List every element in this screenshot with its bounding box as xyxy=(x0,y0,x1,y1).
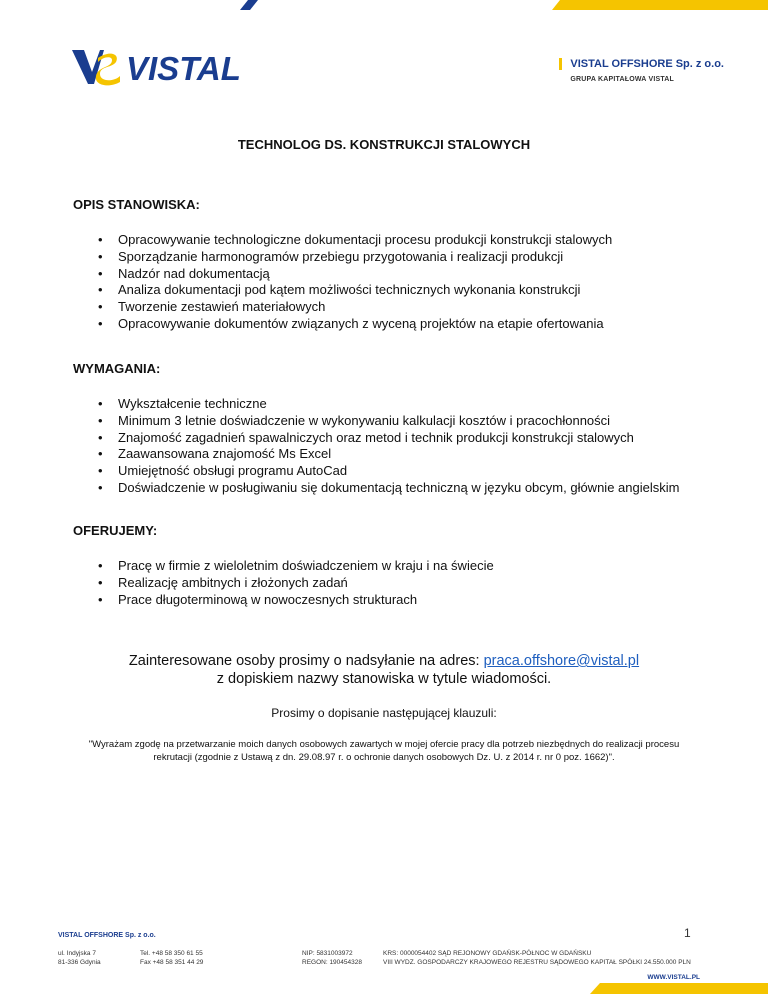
list-item xyxy=(73,592,713,609)
list-item xyxy=(73,282,713,299)
bullet-icon: • xyxy=(98,299,103,315)
court-line: VIII WYDZ. GOSPODARCZY KRAJOWEGO REJESTRU SĄDOWEGO KAPITAŁ SPÓŁKI 24.550.000 PLN xyxy=(383,959,691,966)
list-item-text: Pracę w firmie z wieloletnim doświadczeniem w kraju i na świecie xyxy=(118,558,494,573)
list-item-text: Analiza dokumentacji pod kątem możliwości technicznych wykonania konstrukcji xyxy=(118,282,581,298)
list-item xyxy=(73,446,713,463)
footer-address xyxy=(58,949,101,967)
footer xyxy=(0,932,768,994)
fax-line: Fax +48 58 351 44 29 xyxy=(140,959,204,966)
section-offer xyxy=(73,523,713,608)
header-top-bar xyxy=(0,0,768,10)
footer-ids xyxy=(302,949,362,967)
contact-line-2: z dopiskiem nazwy stanowiska w tytule wiadomości. xyxy=(216,671,552,687)
group-name: GRUPA KAPITAŁOWA VISTAL xyxy=(570,76,675,83)
list-item-text: Tworzenie zestawień materiałowych xyxy=(118,299,326,315)
list-item-text: Nadzór nad dokumentacją xyxy=(118,265,270,281)
bullet-icon: • xyxy=(98,591,103,607)
list-item xyxy=(73,249,713,266)
list-item-text: Zaawansowana znajomość Ms Excel xyxy=(118,446,332,462)
list-item xyxy=(73,558,713,575)
bullet-icon: • xyxy=(98,446,103,462)
nip-line: NIP: 5831003972 xyxy=(302,950,353,957)
list-item xyxy=(73,575,713,592)
list-item xyxy=(73,266,713,283)
list-item xyxy=(73,480,713,497)
list-item-text: Opracowywanie technologiczne dokumentacji procesu produkcji konstrukcji stalowych xyxy=(118,232,613,247)
footer-phones xyxy=(140,949,203,967)
job-title: TECHNOLOG DS. KONSTRUKCJI STALOWYCH xyxy=(237,137,531,152)
bullet-list xyxy=(73,232,713,333)
phone-line: Tel. +48 58 350 61 55 xyxy=(140,950,203,957)
list-item-text: Opracowywanie dokumentów związanych z wyceną projektów na etapie ofertowania xyxy=(118,315,604,331)
page-number: 1 xyxy=(684,926,691,940)
section-job-description xyxy=(73,197,713,333)
section-heading: WYMAGANIA: xyxy=(73,361,161,376)
bullet-icon: • xyxy=(98,282,103,298)
section-heading: OPIS STANOWISKA: xyxy=(73,197,200,212)
address-line: ul. Indyjska 7 xyxy=(58,950,96,957)
bullet-icon: • xyxy=(98,248,103,264)
bullet-icon: • xyxy=(98,396,103,411)
bullet-icon: • xyxy=(98,479,103,495)
list-item-text: Prace długoterminową w nowoczesnych strukturach xyxy=(118,591,418,607)
bullet-icon: • xyxy=(98,558,103,573)
company-header xyxy=(559,58,724,83)
list-item-text: Wykształcenie techniczne xyxy=(118,396,267,411)
krs-line: KRS: 0000054402 SĄD REJONOWY GDAŃSK-PÓŁNOC W GDAŃSKU xyxy=(383,950,592,957)
footer-company: VISTAL OFFSHORE Sp. z o.o. xyxy=(58,932,156,939)
bullet-icon: • xyxy=(98,412,103,428)
list-item-text: Umiejętność obsługi programu AutoCad xyxy=(118,463,348,479)
section-heading: OFERUJEMY: xyxy=(73,523,158,538)
contact-info xyxy=(0,652,768,688)
bullet-icon: • xyxy=(98,463,103,479)
list-item xyxy=(73,316,713,333)
bullet-icon: • xyxy=(98,232,103,247)
footer-bottom-bar xyxy=(590,983,768,994)
list-item-text: Znajomość zagadnień spawalniczych oraz metod i technik produkcji konstrukcji stalowych xyxy=(118,429,634,445)
address-line: 81-336 Gdynia xyxy=(58,959,101,966)
list-item xyxy=(73,299,713,316)
list-item-text: Realizację ambitnych i złożonych zadań xyxy=(118,574,348,590)
list-item-text: Minimum 3 letnie doświadczenie w wykonywaniu kalkulacji kosztów i pracochłonności xyxy=(118,412,611,428)
list-item xyxy=(73,232,713,249)
bullet-icon: • xyxy=(98,574,103,590)
footer-registry xyxy=(383,949,691,967)
bullet-icon: • xyxy=(98,429,103,445)
contact-prefix: Zainteresowane osoby prosimy o nadsyłanie na adres: xyxy=(128,653,484,669)
list-item-text: Sporządzanie harmonogramów przebiegu przygotowania i realizacji produkcji xyxy=(118,248,564,264)
list-item xyxy=(73,413,713,430)
section-requirements xyxy=(73,361,713,497)
bullet-icon: • xyxy=(98,265,103,281)
email-link[interactable]: praca.offshore@vistal.pl xyxy=(483,653,640,669)
regon-line: REGON: 190454328 xyxy=(302,959,362,966)
consent-clause: "Wyrażam zgodę na przetwarzanie moich danych osobowych zawartych w mojej ofercie pracy dla potrzeb niezbędnych do realizacji procesu rekrutacji (zgodnie z Ustawą z dn. 29.08.97 r. o ochronie danych osobowych Dz. U. z 2014 r. nr 0 poz. 1662)". xyxy=(88,739,680,763)
company-name: VISTAL OFFSHORE Sp. z o.o. xyxy=(559,58,724,70)
footer-website[interactable]: WWW.VISTAL.PL xyxy=(647,974,700,981)
list-item xyxy=(73,396,713,413)
bullet-list xyxy=(73,558,713,608)
bullet-icon: • xyxy=(98,315,103,331)
list-item xyxy=(73,430,713,447)
bullet-list xyxy=(73,396,713,497)
list-item-text: Doświadczenie w posługiwaniu się dokumentacją techniczną w języku obcym, głównie angielskim xyxy=(118,479,680,495)
list-item xyxy=(73,463,713,480)
clause-lead: Prosimy o dopisanie następującej klauzuli: xyxy=(271,706,497,720)
logo-text: VISTAL xyxy=(126,50,241,87)
contact-line-1 xyxy=(0,652,768,670)
vistal-logo xyxy=(70,46,260,88)
